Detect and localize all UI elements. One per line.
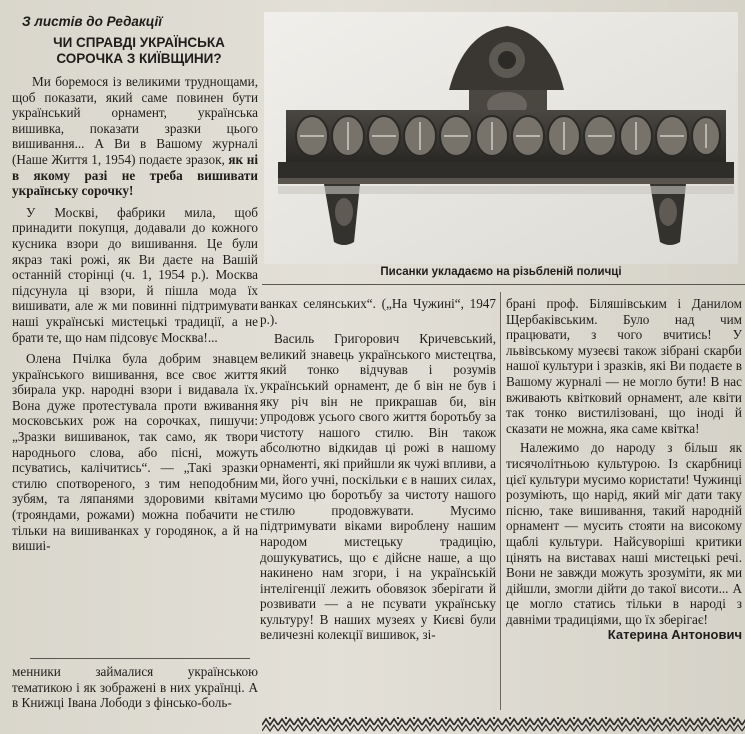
photo-egg-shelf [264, 12, 738, 264]
col1-p1-text: Ми боремося із великими труднощами, щоб показати, який саме повинен бути український орнамент, українська вишивка, показати зразки цього вишивання... А Ви в Вашому журналі (Наше Життя 1, 1954) подаєте зразок, [12, 74, 258, 167]
author-signature: Катерина Антонович [607, 627, 742, 643]
col1-paragraph-4: менники займалися українською тематикою і як зображені в них українці. А в Книжці Івана Лободи з фінсько-боль- [12, 664, 258, 711]
section-label: З листів до Редакції [22, 14, 162, 29]
col1-paragraph-2: У Москві, фабрики мила, щоб принадити покупця, додавали до кожного кусника взори до вишивання. Це були якраз такі рожі, як Ви даєте на Вашій останній сторінці (ч. 1, 1954 р.). Москва підсунула ці взори, й пішла мода їх вишивати, але ж ми повинні підтримувати наші українські мистецькі традиції, а не брати те, що нам підсовує Москва!... [12, 204, 258, 345]
col3-paragraph-2: Належимо до народу з більш як тисячолітньою культурою. Із скарбниці цієї культури мусимо користати! Чужинці розуміють, що нарід, який міг дати таку пісню, таке вишивання, такий народній орнамент — мусить стояти на високому щаблі культури. Найсуворіші критики цінять на виставах наші мистецькі речі. Вони не завжди можуть зрозуміти, як ми дійшли, змогли дійти до такої висоти... А це могло статись тільки в народі з давніми традиціями, що їх зберігає! [506, 440, 742, 627]
col1-paragraph-1 [12, 74, 258, 199]
article-headline [20, 35, 258, 67]
column-left [12, 74, 258, 554]
column-middle [260, 296, 496, 643]
caption-rule [262, 284, 745, 285]
shelf-photo-illustration [264, 12, 738, 264]
col1-paragraph-3: Олена Пчілка була добрим знавцем українського вишивання, все своє життя збирала укр. народні взори і видавала їх. Вона дуже протестувала проти вживання московських рож на сорочках, пишучи: „Зразки вишиванок, так само, як твори народнього слова, або пісні, можуть псуватись, калічитись“. — „Такі зразки стилю спотвореного, з тим неподобним зубям, та ляпанями здоровими квітами (трояндами, рожами) можна побачити не тільки на вишиванках у городянок, а й на вишиі- [12, 351, 258, 554]
headline-line-2: СОРОЧКА З КИЇВЩИНИ? [56, 51, 222, 66]
border-pattern-icon [262, 716, 745, 734]
column-break-rule [30, 658, 250, 659]
column-divider [500, 292, 501, 710]
photo-caption: Писанки укладаємо на різьбленій поличці [380, 266, 622, 278]
column-right [506, 296, 742, 643]
col2-paragraph-1: ванках селянських“. („На Чужині“, 1947 р.). [260, 296, 496, 327]
column-left-continued [12, 664, 258, 711]
decorative-border [262, 716, 745, 734]
col1-p1-bold: як ні в якому разі не треба вишивати українську сорочку! [12, 151, 258, 199]
col3-paragraph-1: брані проф. Біляшівським і Данилом Щербаківським. Було над чим працювати, з чого вчитись! У львівському музеєві також зібрані скарби нашої культури і зразків, які Ви подаєте в Вашому журналі — не могло бути! В нас вживають квітковий орнамент, але квіти так тонко вистилізовані, що іноді й сказати не можна, яка саме квітка! [506, 296, 742, 436]
col2-paragraph-2: Василь Григорович Кричевський, великий знавець українського мистецтва, який тонко відчував і розумів український орнамент, де б він не був і яку річ він не прикрашав би, він упродовж усього свого життя боротьбу за чистоту нашого стилю. Він також абсолютно відкидав ці рожі в нашому орнаменті, які прийшли як чужі впливи, а ми, його учні, поскільки є в наших силах, мусимо цю боротьбу за чистоту нашого стилю продовжувати. Мусимо підтримувати віками вироблену нашим народом мистецьку традицію, дошукуватись, що є дійсне наше, а що накинено нам згори, і на українській інтелігенції лежить обовязок зберігати й розвивати — а не псувати українську культуру! В наших музеях у Києві були величезні колекції вишивок, зі- [260, 331, 496, 643]
headline-line-1: ЧИ СПРАВДІ УКРАЇНСЬКА [53, 35, 225, 50]
